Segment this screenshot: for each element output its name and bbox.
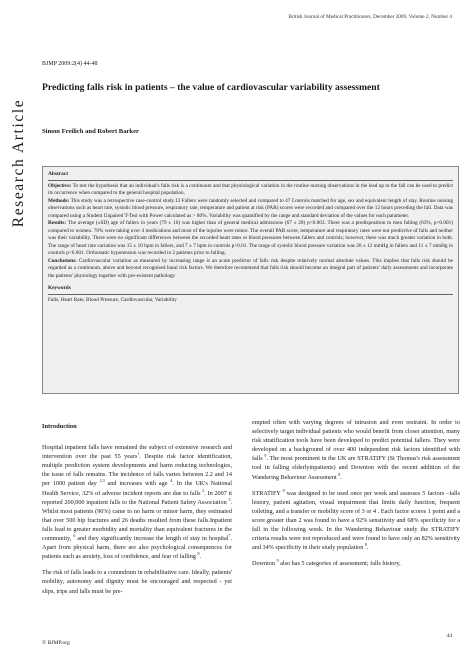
downton-paragraph: Downton $^9$ also has 5 categories of assessment; falls history,	[252, 558, 401, 568]
abstract-methods: Methods: This study was a retrospective case-control study.13 Fallers were randomly selected and compared to 47 Controls matched for age, sex and equivalent length of stay. Routine nursing observations such as heart rate, systolic blood pressure, respiratory rate, temperature and patient at risk (PAR) scores were recorded and compared over the 12 hours preceding the fall. Data was compared using a Student Unpaired T-Test with Power calculated as > 80%. Variability was quantified by the range and standard deviation of the values for each parameter.	[48, 197, 453, 219]
side-label-text: Research Article	[10, 98, 27, 228]
intro-paragraph-2: The risk of falls leads to a conundrum in rehabilitative care. Ideally, patients' mobility, autonomy and dignity must be encouraged and respected - yet slips, trips and falls must be pre-	[42, 569, 232, 595]
footer-copyright: © BJMP.org	[42, 640, 70, 646]
authors: Simon Freilich and Robert Barker	[42, 128, 139, 135]
abstract-box	[42, 166, 459, 394]
intro-paragraph-1: Hospital inpatient falls have remained the subject of extensive research and intervention over the past 55 years$^1$. Despite risk factor identification, multiple prediction system developments and harm reducing technologies, the issue of falls remains. The incidence of falls varies between 2.2 and 14 per 1000 patient day $^{2,3}$ and increases with age $^4$. In the UK's National Health Service, 32% of adverse incident reports are due to falls $^2$. In 2007 it reported 200,000 inpatient falls to the National Patient Safety Association $^5$. Whilst most patients (96%) came to no harm or minor harm, they estimated that over 500 hip fractures and 26 deaths resulted from these falls.Inpatient falls lead to greater morbidity and mortality than equivalent fractures in the community, $^6$ and they significantly increase the length of stay in hospital$^7$. Apart from physical harm, there are also psychological consequences for patients such as anxiety, loss of confidence, and fear of falling $^8$.	[42, 444, 232, 561]
abstract-divider	[48, 180, 453, 181]
side-label	[6, 58, 32, 268]
keywords-text: Falls, Heart Rate, Blood Pressure, Cardiovascular, Variability	[48, 296, 177, 303]
journal-header: British Journal of Medical Practitioners, December 2009, Volume 2, Number 4	[288, 14, 452, 20]
abstract-heading: Abstract	[48, 171, 69, 177]
article-title: Predicting falls risk in patients – the value of cardiovascular variability assessment	[42, 82, 380, 93]
keywords-divider	[48, 294, 453, 295]
left-column	[42, 422, 232, 603]
introduction-heading: Introduction	[42, 423, 77, 430]
stratify-paragraph: STRATIFY $^9$ was designed to be used once per week and assesses 5 factors –falls history, patient agitation, visual impairment that limits daily function, frequent toileting, and a transfer or mobility score of 3 or 4 . Each factor scores 1 point and a score greater than 2 was found to have a 92% sensitivity and 68% specificity for a fall in the following week. In the Wandering Behaviour study the STRATIFY criteria results were not reproduced and were found to have only an 82% sensitivity and 34% specificity in their study population $^8$.	[252, 487, 460, 552]
abstract-results: Results: The average (±SD) age of fallers in years (79 ± 16) was higher than of general medical admissions (67 ± 20) p<0.003. There was a predisposition to men falling (63%, p<0.001) compared to women. 70% were taking over 4 medications and most of the injuries were minor. The overall PAR score, temperature and respiratory rates were not predictive of falls and neither was their variability. There were no significant differences between the recorded heart rates or blood pressures between fallers and controls; however, there was much greater variation in both. The range of heart rate variation was 15 ± 10 bpm in fallers, and 7 ± 7 bpm in controls p<0.01. The range of systolic blood pressure variation was 26 ± 12 mmHg in fallers and 11 ± 7 mmHg in controls p<0.001. Orthostatic hypotension was recorded in 2 patients prior to falling.	[48, 220, 453, 256]
right-paragraph-1: empted often with varying degrees of intrusion and even restraint. In order to selectively target individual patients who would benefit from closer attention, many risk stratification tools have been developed to predict potential fallers. They were developed on a background of over 400 independent risk factors identified with falls $^9$. The most prominent in the UK are STRATIFY (St Thomas's risk assessment tool in falling elderlyinpatients) and Downton with the recent addition of the Wandering Behaviour Assessment $^8$.	[252, 419, 460, 481]
keywords-heading: Keywords	[48, 285, 71, 291]
article-reference: BJMP 2009:2(4) 44-48	[42, 61, 98, 67]
abstract-objective: Objective: To test the hypothesis that an individual's falls risk is a continuum and that physiological variation in the routine nursing observations in the lead up to the fall can be used to predict its occurrence when compared to the general hospital population.	[48, 182, 453, 196]
abstract-conclusions: Conclusions: Cardiovascular variation as measured by increasing range is an acute predictor of falls risk despite relatively normal absolute values. This implies that falls risk should be regarded as a continuum, above and beyond recognised basal risk factors. We therefore recommend that falls risk should become an integral part of patients' daily assessments and incorporate the patients' physiology together with pre-existent pathology	[48, 257, 453, 279]
right-column	[252, 418, 460, 575]
page-number: 44	[446, 633, 452, 639]
